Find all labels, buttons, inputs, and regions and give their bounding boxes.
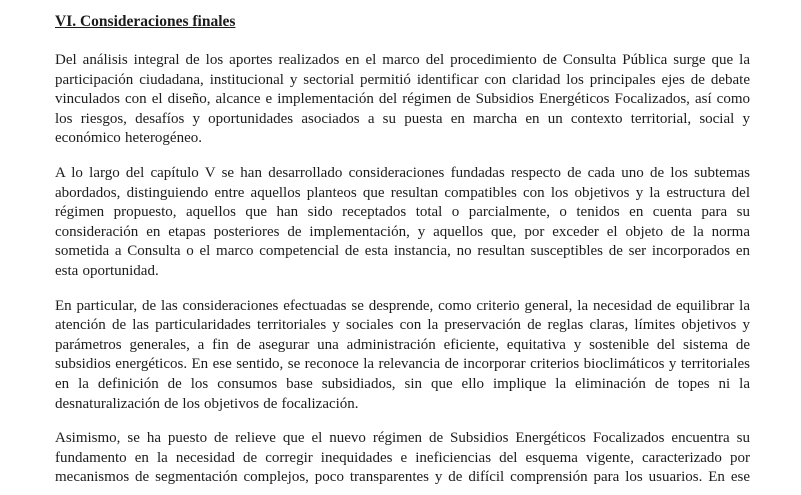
paragraph-4: Asimismo, se ha puesto de relieve que el nuevo régimen de Subsidios Energéticos Focalizados encuentra su fundamento en la necesidad de corregir inequidades e ineficiencias del esquema vigente, caracterizado por mecanismos de segmentación complejos, poco transparentes y de difícil comprensión para los usuarios. En ese xyxy=(55,430,750,486)
paragraph-2: A lo largo del capítulo V se han desarrollado consideraciones fundadas respecto de cada uno de los subtemas abordados, distinguiendo entre aquellos planteos que resultan compatibles con los objetivos y la estructura del régimen propuesto, aquellos que han sido receptados total o parcialmente, o tenidos en cuenta para su consideración en etapas posteriores de implementación, y aquellos que, por exceder el objeto de la norma sometida a Consulta o el marco competencial de esta instancia, no resultan susceptibles de ser incorporados en esta oportunidad. xyxy=(55,164,750,279)
paragraph-3: En particular, de las consideraciones efectuadas se desprende, como criterio general, la necesidad de equilibrar la atención de las particularidades territoriales y sociales con la preservación de reglas claras, límites objetivos y parámetros generales, a fin de asegurar una administración eficiente, equitativa y sostenible del sistema de subsidios energéticos. En ese sentido, se reconoce la relevancia de incorporar criterios bioclimáticos y territoriales en la definición de los consumos base subsidiados, sin que ello implique la eliminación de topes ni la desnaturalización de los objetivos de focalización. xyxy=(55,297,750,412)
paragraph-1: Del análisis integral de los aportes realizados en el marco del procedimiento de Consulta Pública surge que la participación ciudadana, institucional y sectorial permitió identificar con claridad los principales ejes de debate vinculados con el diseño, alcance e implementación del régimen de Subsidios Energéticos Focalizados, así como los riesgos, desafíos y oportunidades asociados a su puesta en marcha en un contexto territorial, social y económico heterogéneo. xyxy=(55,52,750,147)
section-heading: VI. Consideraciones finales xyxy=(55,13,236,30)
